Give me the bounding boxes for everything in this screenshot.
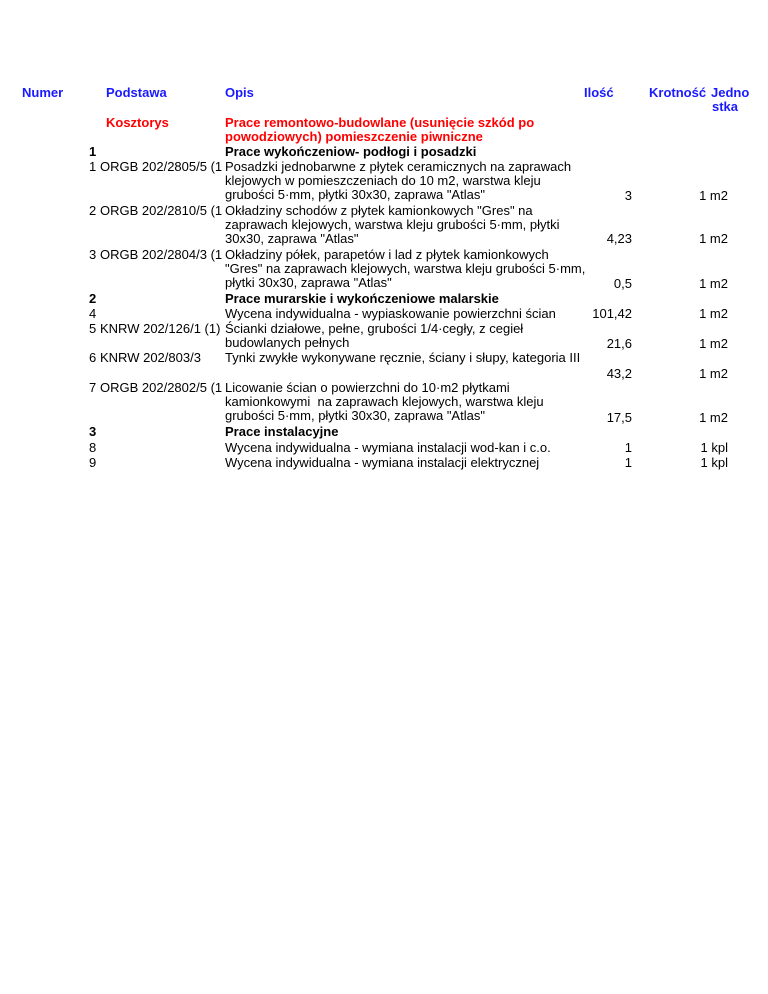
item-unit: 1 m2 [699,366,728,381]
item-number: 9 [89,455,97,470]
item-basis: ORGB 202/2804/3 (1 [100,248,223,262]
item-number: 1 [89,159,97,174]
item-qty: 101,42 [592,306,632,321]
item-unit: 1 m2 [699,410,728,425]
item-desc-line: Ścianki działowe, pełne, grubości 1/4·cegły, z cegieł [225,321,524,336]
item-number: 8 [89,440,97,455]
section-title: Prace wykończeniow- podłogi i posadzki [225,144,477,159]
item-desc-line: Wycena indywidualna - wypiaskowanie powierzchni ścian [225,306,556,321]
item-qty: 21,6 [606,336,632,351]
item-desc-line: Tynki zwykłe wykonywane ręcznie, ściany i słupy, kategoria III [225,350,581,365]
item-desc-line: grubości 5·mm, płytki 30x30, zaprawa "Atlas" [225,408,485,423]
item-number: 3 [89,247,97,262]
item-unit: 1 m2 [699,306,728,321]
item-number: 6 [89,350,97,365]
kosztorys-title-line1: Prace remontowo-budowlane (usunięcie szkód po [225,115,535,130]
item-desc-line: Licowanie ścian o powierzchni do 10·m2 płytkami [225,380,510,395]
item-basis: KNRW 202/126/1 (1) [100,322,221,336]
item-unit: 1 kpl [700,455,728,470]
section-title: Prace instalacyjne [225,424,339,439]
item-qty: 1 [624,455,632,470]
item-qty: 0,5 [613,276,632,291]
item-basis: ORGB 202/2810/5 (1 [100,204,223,218]
item-number: 4 [89,306,97,321]
section-number: 1 [89,144,97,159]
kosztorys-title-line2: powodziowych) pomieszczenie piwniczne [225,129,483,144]
item-unit: 1 kpl [700,440,728,455]
item-desc-line: klejowych w pomieszczeniach do 10 m2, warstwa kleju [225,173,541,188]
header-jednostka-line2: stka [712,99,739,114]
item-basis: ORGB 202/2805/5 (1 [100,160,223,174]
item-qty: 43,2 [606,366,632,381]
item-desc-line: Wycena indywidualna - wymiana instalacji wod-kan i c.o. [225,440,551,455]
item-desc-line: 30x30, zaprawa "Atlas" [225,231,359,246]
item-unit: 1 m2 [699,336,728,351]
item-qty: 1 [624,440,632,455]
header-jednostka-line1: Jedno [711,85,750,100]
item-desc-line: Posadzki jednobarwne z płytek ceramicznych na zaprawach [225,159,572,174]
item-desc-line: grubości 5·mm, płytki 30x30, zaprawa "Atlas" [225,187,485,202]
item-unit: 1 m2 [699,276,728,291]
section-number: 2 [89,291,97,306]
header-opis: Opis [225,85,254,100]
item-desc-line: "Gres" na zaprawach klejowych, warstwa kleju grubości 5·mm, [225,261,586,276]
item-unit: 1 m2 [699,231,728,246]
item-number: 5 [89,321,97,336]
item-unit: 1 m2 [699,188,728,203]
section-number: 3 [89,424,97,439]
item-qty: 3 [624,188,632,203]
item-desc-line: kamionkowymi na zaprawach klejowych, warstwa kleju [225,394,544,409]
header-podstawa: Podstawa [106,85,167,100]
header-krotnosc: Krotność [649,85,707,100]
item-number: 2 [89,203,97,218]
item-qty: 17,5 [606,410,632,425]
item-basis: KNRW 202/803/3 [100,351,201,365]
item-desc-line: Okładziny schodów z płytek kamionkowych "Gres" na [225,203,533,218]
kosztorys-label: Kosztorys [106,115,169,130]
item-desc-line: Okładziny półek, parapetów i lad z płytek kamionkowych [225,247,549,262]
item-desc-line: zaprawach klejowych, warstwa kleju grubości 5·mm, płytki [225,217,560,232]
item-basis: ORGB 202/2802/5 (1 [100,381,223,395]
header-numer: Numer [22,85,64,100]
item-qty: 4,23 [606,231,632,246]
item-desc-line: płytki 30x30, zaprawa "Atlas" [225,275,392,290]
section-title: Prace murarskie i wykończeniowe malarskie [225,291,499,306]
item-desc-line: budowlanych pełnych [225,335,350,350]
item-desc-line: Wycena indywidualna - wymiana instalacji elektrycznej [225,455,540,470]
item-number: 7 [89,380,97,395]
header-ilosc: Ilość [584,85,614,100]
